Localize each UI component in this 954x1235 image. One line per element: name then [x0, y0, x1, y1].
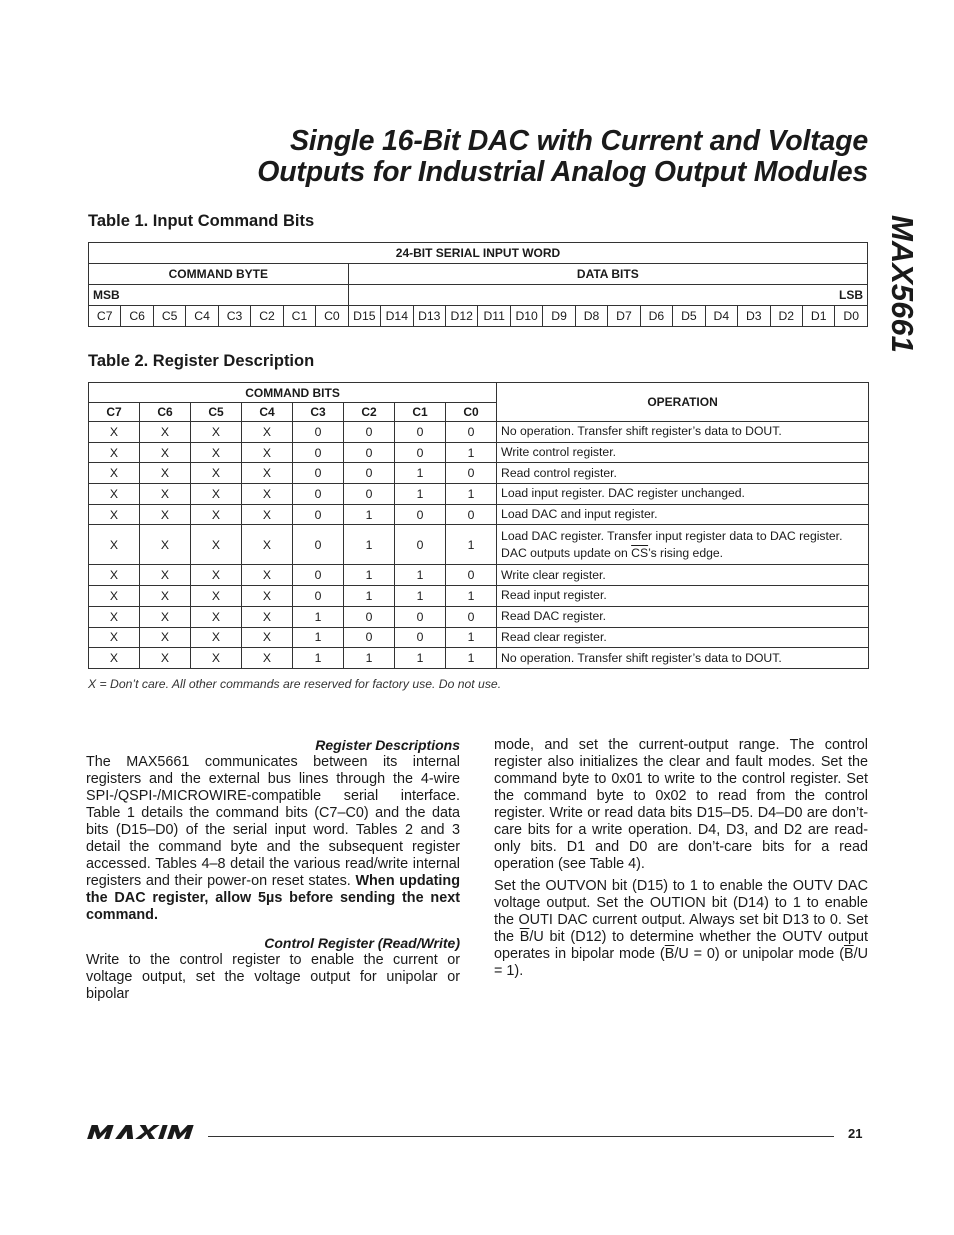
- column-header-c2: C2: [344, 403, 395, 422]
- operation-cell: Read DAC register.: [497, 606, 869, 627]
- bit-value-cell: 0: [446, 565, 497, 586]
- bit-value-cell: 1: [344, 525, 395, 565]
- operation-cell: Read clear register.: [497, 627, 869, 648]
- bit-value-cell: 0: [446, 422, 497, 443]
- bit-value-cell: X: [191, 606, 242, 627]
- table-row: [89, 606, 869, 627]
- bit-value-cell: 0: [293, 484, 344, 505]
- bit-value-cell: 1: [446, 525, 497, 565]
- bit-value-cell: X: [89, 525, 140, 565]
- bit-value-cell: 0: [446, 606, 497, 627]
- bit-value-cell: X: [89, 565, 140, 586]
- bit-row: [89, 306, 868, 327]
- register-description-table: [88, 382, 869, 669]
- bit-value-cell: X: [89, 586, 140, 607]
- bit-value-cell: 0: [293, 422, 344, 443]
- bit-value-cell: X: [191, 422, 242, 443]
- table-row: [89, 442, 869, 463]
- bit-value-cell: 0: [395, 525, 446, 565]
- bit-value-cell: 1: [395, 565, 446, 586]
- bit-value-cell: X: [242, 648, 293, 669]
- bit-value-cell: X: [89, 648, 140, 669]
- bit-value-cell: 0: [395, 504, 446, 525]
- bit-cell-c0: C0: [316, 306, 348, 327]
- bit-value-cell: X: [89, 606, 140, 627]
- bit-value-cell: X: [140, 565, 191, 586]
- bit-cell-d13: D13: [413, 306, 445, 327]
- bit-value-cell: X: [191, 565, 242, 586]
- table-row: [89, 463, 869, 484]
- table-row: [89, 504, 869, 525]
- bit-value-cell: X: [242, 525, 293, 565]
- bit-value-cell: X: [140, 484, 191, 505]
- footer-rule: [208, 1136, 834, 1137]
- column-header-c3: C3: [293, 403, 344, 422]
- bit-value-cell: X: [191, 648, 242, 669]
- bit-value-cell: 1: [446, 648, 497, 669]
- right-column: [494, 737, 868, 980]
- bit-cell-c2: C2: [251, 306, 283, 327]
- bit-value-cell: X: [242, 627, 293, 648]
- bit-value-cell: X: [140, 606, 191, 627]
- bit-cell-d15: D15: [348, 306, 380, 327]
- bit-cell-d12: D12: [445, 306, 477, 327]
- left-column: [86, 737, 460, 1003]
- bit-value-cell: 0: [293, 504, 344, 525]
- paragraph-register-descriptions: The MAX5661 communicates between its internal registers and the external bus lines through the 4-wire SPI-/QSPI-/MICROWIRE-compatible serial interface. Table 1 details the command bits (C7–C0) and the data bits (D15–D0) of the serial input word. Tables 2 and 3 detail the command byte and the subsequent register accessed. Tables 4–8 detail the various read/write internal registers and their power-on reset states. When updating the DAC register, allow 5µs before sending the next command.: [86, 754, 460, 923]
- side-part-number-text: MAX5661: [885, 215, 920, 353]
- bit-cell-d0: D0: [835, 306, 868, 327]
- bit-value-cell: 1: [395, 484, 446, 505]
- side-part-number: [884, 215, 924, 375]
- bit-cell-c3: C3: [218, 306, 250, 327]
- operation-cell: Load DAC register. Transfer input register data to DAC register. DAC outputs update on $\overline{CS}’s$ rising edge.: [497, 525, 869, 565]
- column-header-c6: C6: [140, 403, 191, 422]
- bit-value-cell: X: [242, 484, 293, 505]
- bit-cell-d10: D10: [510, 306, 542, 327]
- operation-cell: No operation. Transfer shift register’s data to DOUT.: [497, 422, 869, 443]
- bit-value-cell: 1: [344, 648, 395, 669]
- bit-value-cell: 0: [293, 442, 344, 463]
- bit-value-cell: X: [191, 586, 242, 607]
- bit-value-cell: 0: [395, 606, 446, 627]
- bit-value-cell: X: [140, 504, 191, 525]
- bit-value-cell: 0: [344, 422, 395, 443]
- bit-value-cell: 0: [344, 484, 395, 505]
- command-bits-label: COMMAND BITS: [89, 383, 497, 403]
- bit-value-cell: 0: [344, 442, 395, 463]
- title-line-1: Single 16-Bit DAC with Current and Voltage: [289, 125, 868, 157]
- bit-value-cell: X: [89, 463, 140, 484]
- paragraph-control-register-cont: mode, and set the current-output range. The control register also initializes the clear and fault modes. Set the command byte to 0x01 to write to the control register. Set the command byte to 0x02 to read from the control register. Write or read data bits D15–D5. D4–D0 are don’t-care bits for a write operation. D4, D3, and D2 are read-only bits. D1 and D0 are don’t-care bits for a read operation (see Table 4).: [494, 737, 868, 872]
- bold-note: When updating the DAC register, allow 5µs before sending the next command.: [86, 873, 460, 923]
- bit-value-cell: X: [89, 504, 140, 525]
- table-row: [89, 484, 869, 505]
- bit-value-cell: X: [140, 463, 191, 484]
- table2-footnote: X = Don’t care. All other commands are reserved for factory use. Do not use.: [88, 677, 502, 691]
- bit-value-cell: 0: [293, 525, 344, 565]
- operation-label: OPERATION: [497, 383, 869, 422]
- serial-word-label: 24-BIT SERIAL INPUT WORD: [89, 243, 868, 264]
- operation-cell: Load DAC and input register.: [497, 504, 869, 525]
- bit-value-cell: 1: [293, 627, 344, 648]
- bit-value-cell: 0: [395, 442, 446, 463]
- bit-value-cell: X: [140, 627, 191, 648]
- paragraph-control-register-start: Write to the control register to enable the current or voltage output, set the voltage output for unipolar or bipolar: [86, 952, 460, 1002]
- input-command-bits-table: [88, 242, 868, 327]
- page-title: [88, 126, 868, 188]
- bit-cell-d14: D14: [381, 306, 413, 327]
- bit-value-cell: X: [140, 442, 191, 463]
- bit-value-cell: 0: [293, 565, 344, 586]
- operation-cell: Write clear register.: [497, 565, 869, 586]
- bit-cell-c1: C1: [283, 306, 315, 327]
- command-byte-label: COMMAND BYTE: [89, 264, 349, 285]
- table1-heading: Table 1. Input Command Bits: [88, 212, 315, 230]
- bit-cell-d2: D2: [770, 306, 802, 327]
- column-header-c5: C5: [191, 403, 242, 422]
- bit-value-cell: X: [140, 422, 191, 443]
- bit-cell-c7: C7: [89, 306, 121, 327]
- bit-cell-c5: C5: [153, 306, 185, 327]
- operation-cell: No operation. Transfer shift register’s data to DOUT.: [497, 648, 869, 669]
- bit-cell-d9: D9: [543, 306, 575, 327]
- table-row: [89, 422, 869, 443]
- bit-cell-d8: D8: [575, 306, 607, 327]
- operation-cell: Read input register.: [497, 586, 869, 607]
- bit-value-cell: X: [191, 463, 242, 484]
- bit-cell-d4: D4: [705, 306, 737, 327]
- bit-value-cell: X: [191, 627, 242, 648]
- table2-heading: Table 2. Register Description: [88, 352, 315, 370]
- data-bits-label: DATA BITS: [348, 264, 867, 285]
- bit-value-cell: X: [89, 627, 140, 648]
- bit-value-cell: 1: [344, 504, 395, 525]
- bit-value-cell: 1: [446, 627, 497, 648]
- bit-value-cell: X: [191, 525, 242, 565]
- bit-value-cell: X: [242, 422, 293, 443]
- bit-value-cell: X: [140, 648, 191, 669]
- table-row: [89, 648, 869, 669]
- bit-value-cell: 0: [344, 606, 395, 627]
- table-row: [89, 627, 869, 648]
- bit-value-cell: 0: [344, 627, 395, 648]
- bit-value-cell: X: [140, 525, 191, 565]
- operation-cell: Write control register.: [497, 442, 869, 463]
- column-header-c7: C7: [89, 403, 140, 422]
- bit-value-cell: X: [242, 463, 293, 484]
- bit-value-cell: X: [191, 484, 242, 505]
- table-row: [89, 586, 869, 607]
- bit-value-cell: X: [191, 442, 242, 463]
- bit-cell-d3: D3: [738, 306, 770, 327]
- bit-value-cell: 1: [395, 586, 446, 607]
- bit-cell-d6: D6: [640, 306, 672, 327]
- bit-value-cell: 1: [446, 442, 497, 463]
- bit-value-cell: 0: [293, 463, 344, 484]
- column-header-c0: C0: [446, 403, 497, 422]
- page-number: 21: [848, 1126, 863, 1141]
- bit-value-cell: 1: [395, 648, 446, 669]
- bit-value-cell: 1: [446, 484, 497, 505]
- bit-cell-c6: C6: [121, 306, 153, 327]
- paragraph-outvon: Set the OUTVON bit (D15) to 1 to enable the OUTV DAC voltage output. Set the OUTION bit (D14) to 1 to enable the OUTI DAC current output. Always set bit D13 to 0. Set the $\overline{B}/U$ bit (D12) to determine whether the OUTV output operates in bipolar mode $(\overline{B}/U = 0)$ or unipolar mode $(\overline{B}/U = 1)$.: [494, 878, 868, 979]
- bit-value-cell: X: [242, 606, 293, 627]
- column-header-c1: C1: [395, 403, 446, 422]
- bit-value-cell: X: [242, 442, 293, 463]
- section-heading-control-register: Control Register (Read/Write): [264, 935, 460, 951]
- bit-value-cell: X: [89, 484, 140, 505]
- lsb-label: LSB: [348, 285, 867, 306]
- bit-value-cell: X: [140, 586, 191, 607]
- bit-value-cell: X: [89, 442, 140, 463]
- table-row: [89, 525, 869, 565]
- maxim-logo: [86, 1124, 196, 1140]
- bit-value-cell: 0: [395, 627, 446, 648]
- bit-value-cell: 0: [446, 504, 497, 525]
- bit-cell-c4: C4: [186, 306, 218, 327]
- bit-cell-d11: D11: [478, 306, 510, 327]
- bit-value-cell: 1: [344, 586, 395, 607]
- operation-cell: Load input register. DAC register unchanged.: [497, 484, 869, 505]
- bit-value-cell: X: [89, 422, 140, 443]
- bit-value-cell: 1: [293, 606, 344, 627]
- bit-value-cell: X: [191, 504, 242, 525]
- title-line-2: Outputs for Industrial Analog Output Modules: [257, 156, 868, 188]
- operation-cell: Read control register.: [497, 463, 869, 484]
- bit-cell-d7: D7: [608, 306, 640, 327]
- bit-value-cell: 1: [293, 648, 344, 669]
- bit-cell-d1: D1: [802, 306, 834, 327]
- bit-value-cell: X: [242, 565, 293, 586]
- msb-label: MSB: [89, 285, 349, 306]
- table-row: [89, 565, 869, 586]
- bit-value-cell: X: [242, 586, 293, 607]
- bit-value-cell: 1: [446, 586, 497, 607]
- column-header-c4: C4: [242, 403, 293, 422]
- bit-value-cell: 1: [395, 463, 446, 484]
- bit-value-cell: 0: [293, 586, 344, 607]
- bit-value-cell: 1: [344, 565, 395, 586]
- bit-cell-d5: D5: [673, 306, 705, 327]
- section-heading-register-descriptions: Register Descriptions: [315, 737, 460, 753]
- bit-value-cell: 0: [446, 463, 497, 484]
- bit-value-cell: X: [242, 504, 293, 525]
- bit-value-cell: 0: [395, 422, 446, 443]
- bit-value-cell: 0: [344, 463, 395, 484]
